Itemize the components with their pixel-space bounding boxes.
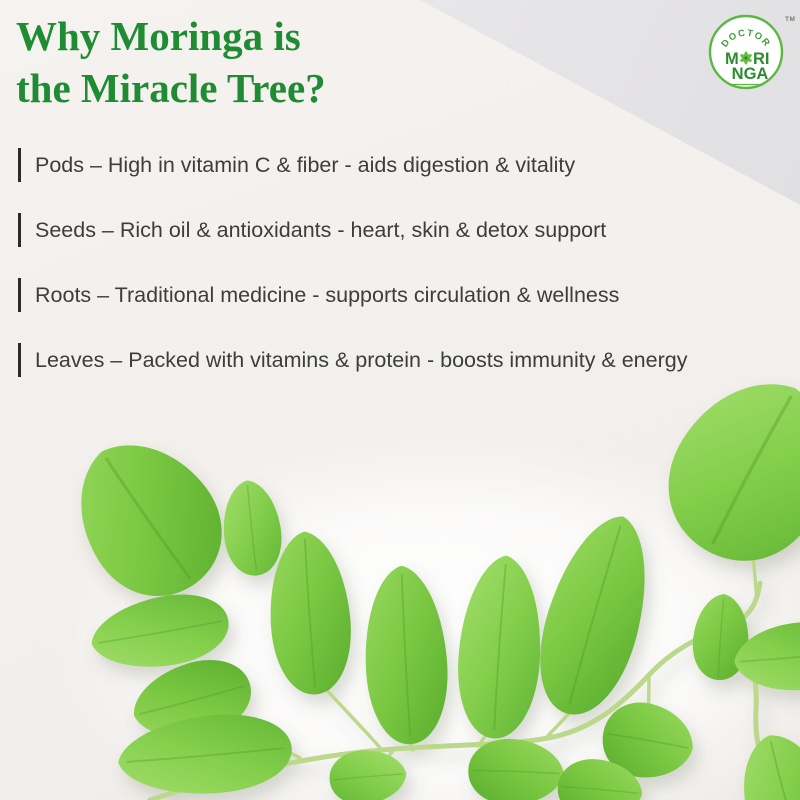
logo-arc-text: DOCTOR: [719, 27, 773, 50]
benefit-item-leaves: [18, 343, 687, 377]
bullet-bar-icon: [18, 213, 21, 247]
benefit-text: Roots – Traditional medicine - supports circulation & wellness: [35, 282, 620, 307]
page-title-line-1: Why Moringa is: [16, 13, 301, 59]
moringa-leaves-photo: [0, 375, 800, 800]
benefit-list: [18, 148, 687, 408]
logo-bottom-text: NGA: [731, 65, 769, 83]
logo-mid-left: M: [725, 50, 739, 68]
benefit-text: Seeds – Rich oil & antioxidants - heart, skin & detox support: [35, 217, 607, 242]
bullet-bar-icon: [18, 343, 21, 377]
brand-logo: [702, 6, 796, 96]
benefit-item-roots: [18, 278, 687, 312]
benefit-item-pods: [18, 148, 687, 182]
bullet-bar-icon: [18, 278, 21, 312]
page-title-line-2: the Miracle Tree?: [16, 65, 326, 112]
logo-mid-right: RI: [753, 50, 770, 68]
doctor-moringa-logo-icon: [702, 6, 796, 96]
benefit-text: Leaves – Packed with vitamins & protein - boosts immunity & energy: [35, 347, 688, 372]
bullet-bar-icon: [18, 148, 21, 182]
page-title: [16, 10, 326, 114]
benefit-item-seeds: [18, 213, 687, 247]
benefit-text: Pods – High in vitamin C & fiber - aids digestion & vitality: [35, 152, 576, 177]
trademark-symbol: TM: [785, 16, 796, 23]
